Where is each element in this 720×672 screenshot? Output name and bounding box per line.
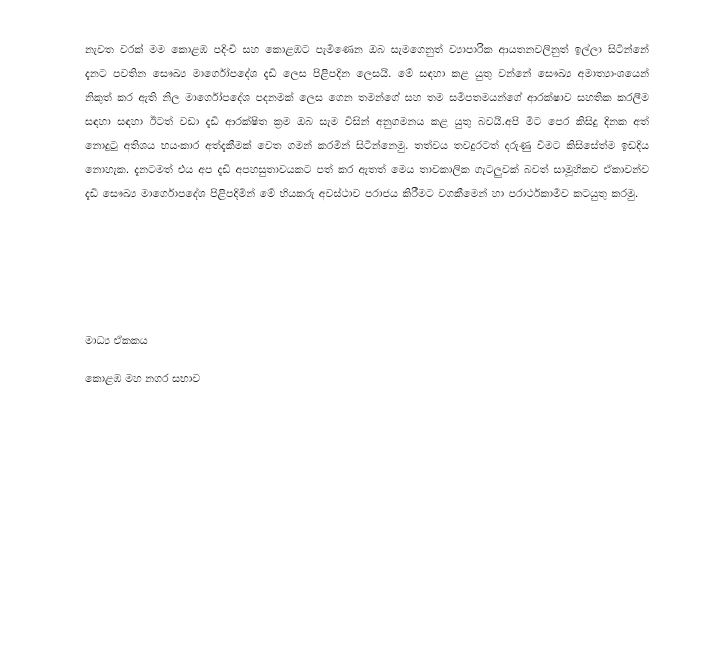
signature-organization: කොළඹ මහ නගර සභාව <box>85 372 201 385</box>
signature-media-unit: මාධ්‍ය ඒකකය <box>85 334 148 347</box>
statement-body-paragraph: නැවත වරක් මම කොළඹ පදිංචි සහ කොළඹට පැමිණෙන ඔබ සැමගෙනුත් ව්‍යාපාරික ආයතනවලිනුත් ඉල්ලා සිටින්නේ දැනට පවතින සෞඛ්‍ය මාර්ගෝපදේශ දැඩි ලෙස පිළිපදින ලෙසයි. මේ සඳහා කළ යුතු වන්නේ සෞඛ්‍ය අමාත්‍යාංශයෙන් නිකුත් කර ඇති නිල මාර්ගෝපදේශ පදනමක් ලෙස ගෙන තමන්ගේ සහ තම සමීපතමයන්ගේ ආරක්ෂාව සහතික කරලීම සඳහා සඳහා ඊටත් වඩා දැඩි ආරක්ෂිත ක්‍රම ඔබ සැම විසින් අනුගමනය කළ යුතු බවයි.අපි මීට පෙර කිසිදු දිනක අත් නොදුටු අතිශය භයංකාර අත්දැකීමක් වෙත ගමන් කරමින් සිටින්නෙමු. තත්වය තවදුරටත් දරුණු වීමට කිසිසේත්ම ඉඩදිය නොහැක. දැනටමත් එය අප දැඩි අපහසුතාවයකට පත් කර ඇතත් මෙය තාවකාලික ගැටලුවක් බවත් සාමූහිකව ඒකාවන්ව දැඩි සෞඛ්‍ය මාර්ගොපදේශ පිළිපදිමින් මේ භියකරු අවස්ථාව පරාජය කිරීමට වගකීමෙන් හා පරාර්ථකාමීව කටයුතු කරමු. <box>85 43 649 200</box>
